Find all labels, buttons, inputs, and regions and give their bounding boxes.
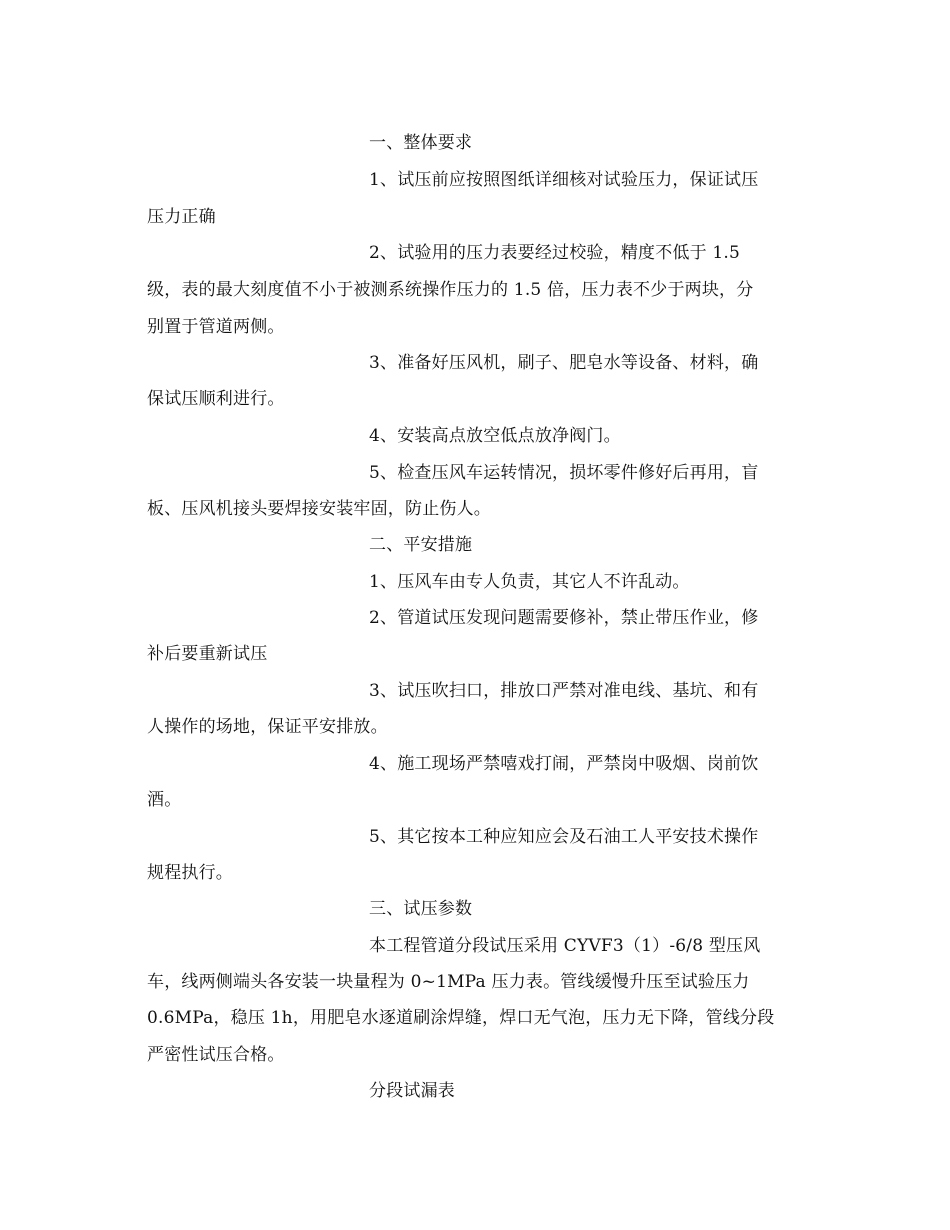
paragraph-line: 4、施工现场严禁嘻戏打闹，严禁岗中吸烟、岗前饮 [369, 754, 759, 774]
paragraph-line: 别置于管道两侧。 [147, 317, 285, 337]
paragraph-line: 级，表的最大刻度值不小于被测系统操作压力的 1.5 倍，压力表不少于两块，分 [147, 280, 754, 300]
paragraph-line: 1、压风车由专人负责，其它人不许乱动。 [369, 572, 690, 592]
heading-safety-measures: 二、平安措施 [369, 535, 473, 555]
heading-test-parameters: 三、试压参数 [369, 899, 473, 919]
paragraph-line: 保试压顺利进行。 [147, 389, 285, 409]
paragraph-line: 1、试压前应按照图纸详细核对试验压力，保证试压 [369, 170, 759, 190]
paragraph-line: 车，线两侧端头各安装一块量程为 0~1MPa 压力表。管线缓慢升压至试验压力 [147, 972, 750, 992]
paragraph-line: 5、其它按本工种应知应会及石油工人平安技术操作 [369, 827, 759, 847]
paragraph-line: 0.6MPa，稳压 1h，用肥皂水逐道刷涂焊缝，焊口无气泡，压力无下降，管线分段 [147, 1008, 775, 1028]
paragraph-line: 板、压风机接头要焊接安装牢固，防止伤人。 [147, 499, 491, 519]
paragraph-line: 2、试验用的压力表要经过校验，精度不低于 1.5 [369, 243, 741, 263]
paragraph-line: 酒。 [147, 790, 182, 810]
paragraph-line: 本工程管道分段试压采用 CYVF3（1）-6/8 型压风 [369, 936, 761, 956]
paragraph-line: 2、管道试压发现问题需要修补，禁止带压作业，修 [369, 608, 759, 628]
paragraph-line: 4、安装高点放空低点放净阀门。 [369, 426, 621, 446]
paragraph-line: 人操作的场地，保证平安排放。 [147, 717, 388, 737]
table-caption: 分段试漏表 [369, 1081, 455, 1101]
paragraph-line: 补后要重新试压 [147, 644, 268, 664]
paragraph-line: 3、试压吹扫口，排放口严禁对准电线、基坑、和有 [369, 681, 759, 701]
paragraph-line: 规程执行。 [147, 863, 233, 883]
paragraph-line: 压力正确 [147, 207, 216, 227]
paragraph-line: 3、准备好压风机，刷子、肥皂水等设备、材料，确 [369, 353, 759, 373]
paragraph-line: 严密性试压合格。 [147, 1045, 285, 1065]
paragraph-line: 5、检查压风车运转情况，损坏零件修好后再用，盲 [369, 463, 759, 483]
heading-overall-requirements: 一、整体要求 [369, 133, 473, 153]
